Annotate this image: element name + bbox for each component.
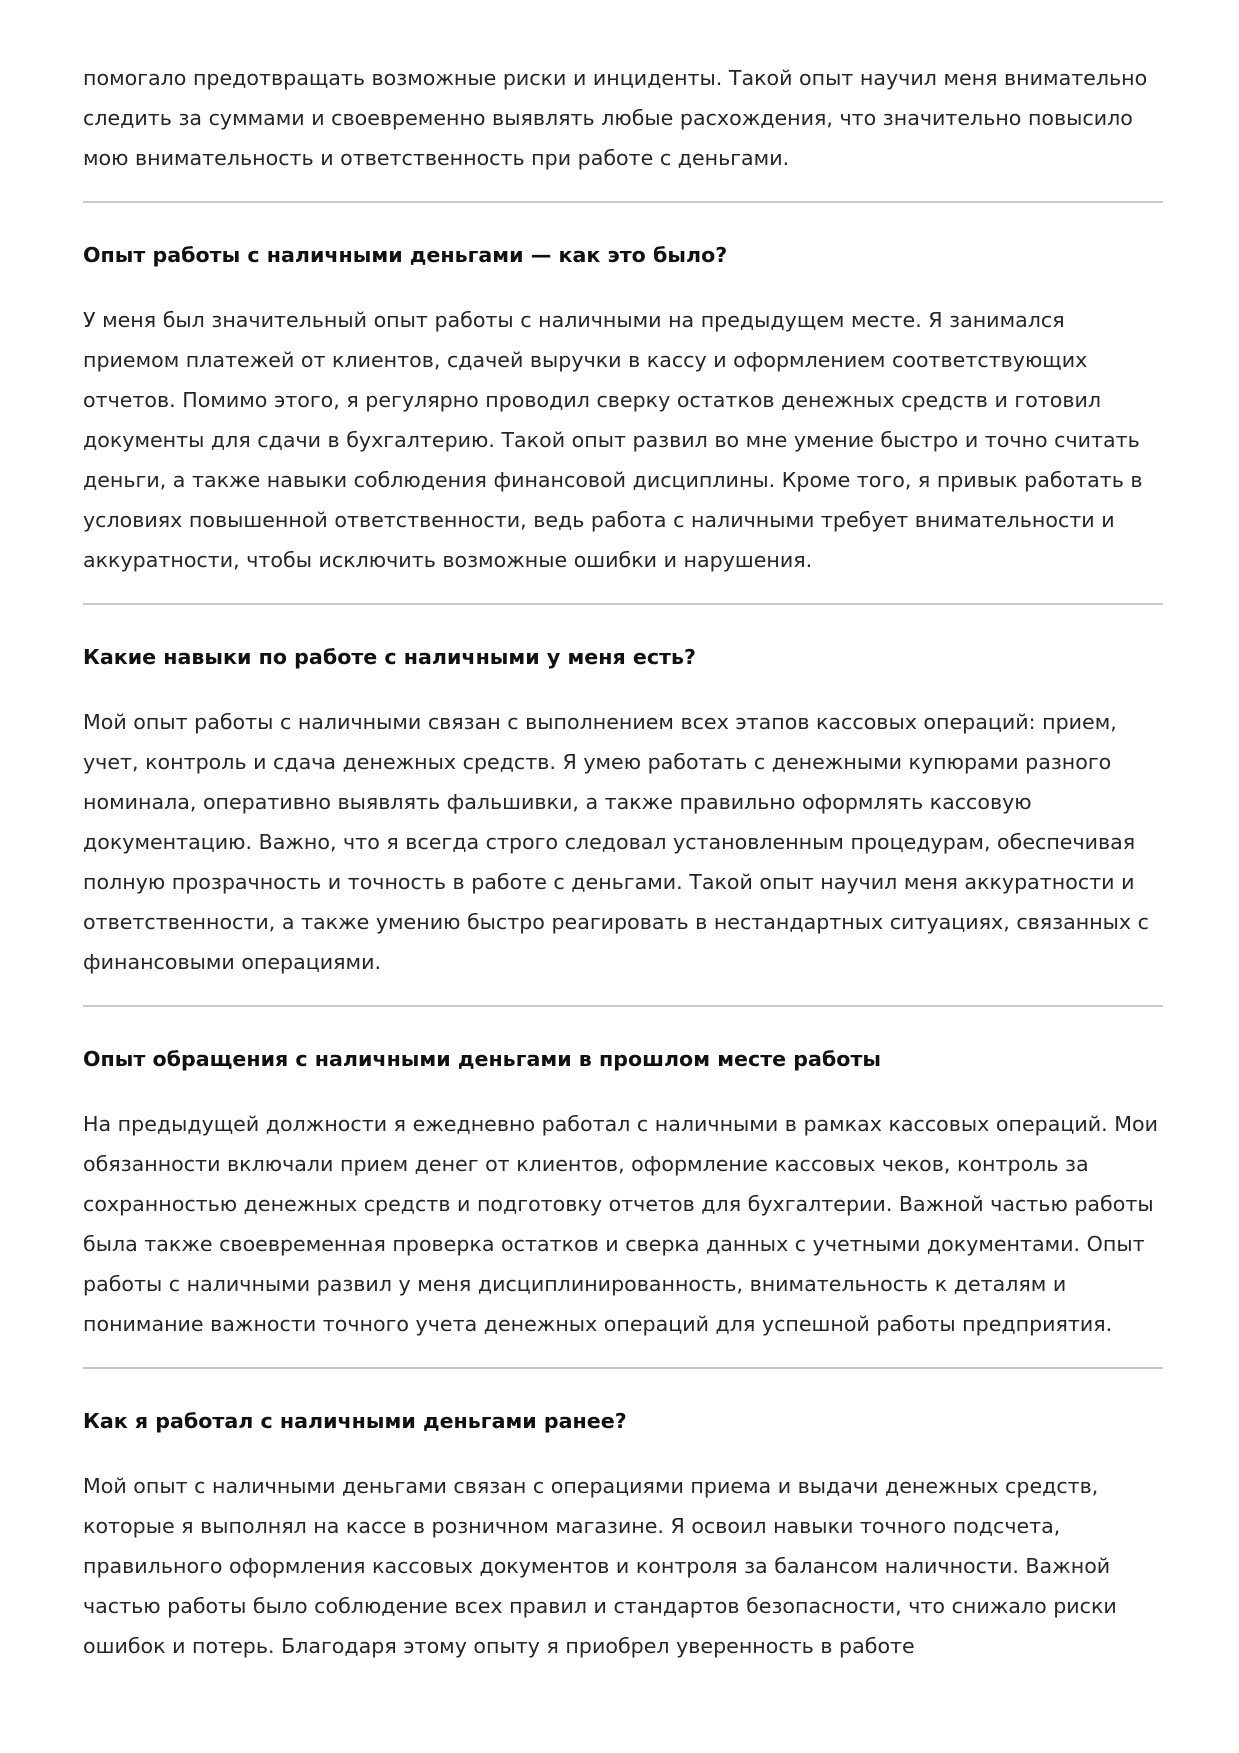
section-body: У меня был значительный опыт работы с наличными на предыдущем месте. Я занимался приемом платежей от клиентов, сдачей выручки в кассу и оформлением соответствующих отчетов. Помимо этого, я регулярно проводил сверку остатков денежных средств и готовил документы для сдачи в бухгалтерию. Такой опыт развил во мне умение быстро и точно считать деньги, а также навыки соблюдения финансовой дисциплины. Кроме того, я привык работать в условиях повышенной ответственности, ведь работа с наличными требует внимательности и аккуратности, чтобы исключить возможные ошибки и нарушения. [83,308,1143,572]
section-title: Какие навыки по работе с наличными у меня есть? [83,645,696,669]
section-earlier-work [83,1401,1163,1666]
section-body: На предыдущей должности я ежедневно работал с наличными в рамках кассовых операций. Мои обязанности включали прием денег от клиентов, оформление кассовых чеков, контроль за сохранностью денежных средств и подготовку отчетов для бухгалтерии. Важной частью работы была также своевременная проверка остатков и сверка данных с учетными документами. Опыт работы с наличными развил у меня дисциплинированность, внимательность к деталям и понимание важности точного учета денежных операций для успешной работы предприятия. [83,1112,1158,1336]
section-body: Мой опыт работы с наличными связан с выполнением всех этапов кассовых операций: прием, учет, контроль и сдача денежных средств. Я умею работать с денежными купюрами разного номинала, оперативно выявлять фальшивки, а также правильно оформлять кассовую документацию. Важно, что я всегда строго следовал установленным процедурам, обеспечивая полную прозрачность и точность в работе с деньгами. Такой опыт научил меня аккуратности и ответственности, а также умению быстро реагировать в нестандартных ситуациях, связанных с финансовыми операциями. [83,710,1149,974]
section-previous-job [83,1039,1163,1344]
section-cash-skills [83,637,1163,982]
intro-paragraph: помогало предотвращать возможные риски и инциденты. Такой опыт научил меня внимательно следить за суммами и своевременно выявлять любые расхождения, что значительно повысило мою внимательность и ответственность при работе с деньгами. [83,66,1148,170]
section-divider [83,603,1163,605]
section-cash-experience [83,235,1163,580]
section-title: Как я работал с наличными деньгами ранее? [83,1409,627,1433]
section-divider [83,201,1163,203]
section-title: Опыт работы с наличными деньгами — как это было? [83,243,728,267]
section-divider [83,1005,1163,1007]
document-page [83,58,1163,1666]
section-divider [83,1367,1163,1369]
section-body: Мой опыт с наличными деньгами связан с операциями приема и выдачи денежных средств, которые я выполнял на кассе в розничном магазине. Я освоил навыки точного подсчета, правильного оформления кассовых документов и контроля за балансом наличности. Важной частью работы было соблюдение всех правил и стандартов безопасности, что снижало риски ошибок и потерь. Благодаря этому опыту я приобрел уверенность в работе [83,1474,1117,1658]
section-title: Опыт обращения с наличными деньгами в прошлом месте работы [83,1047,882,1071]
